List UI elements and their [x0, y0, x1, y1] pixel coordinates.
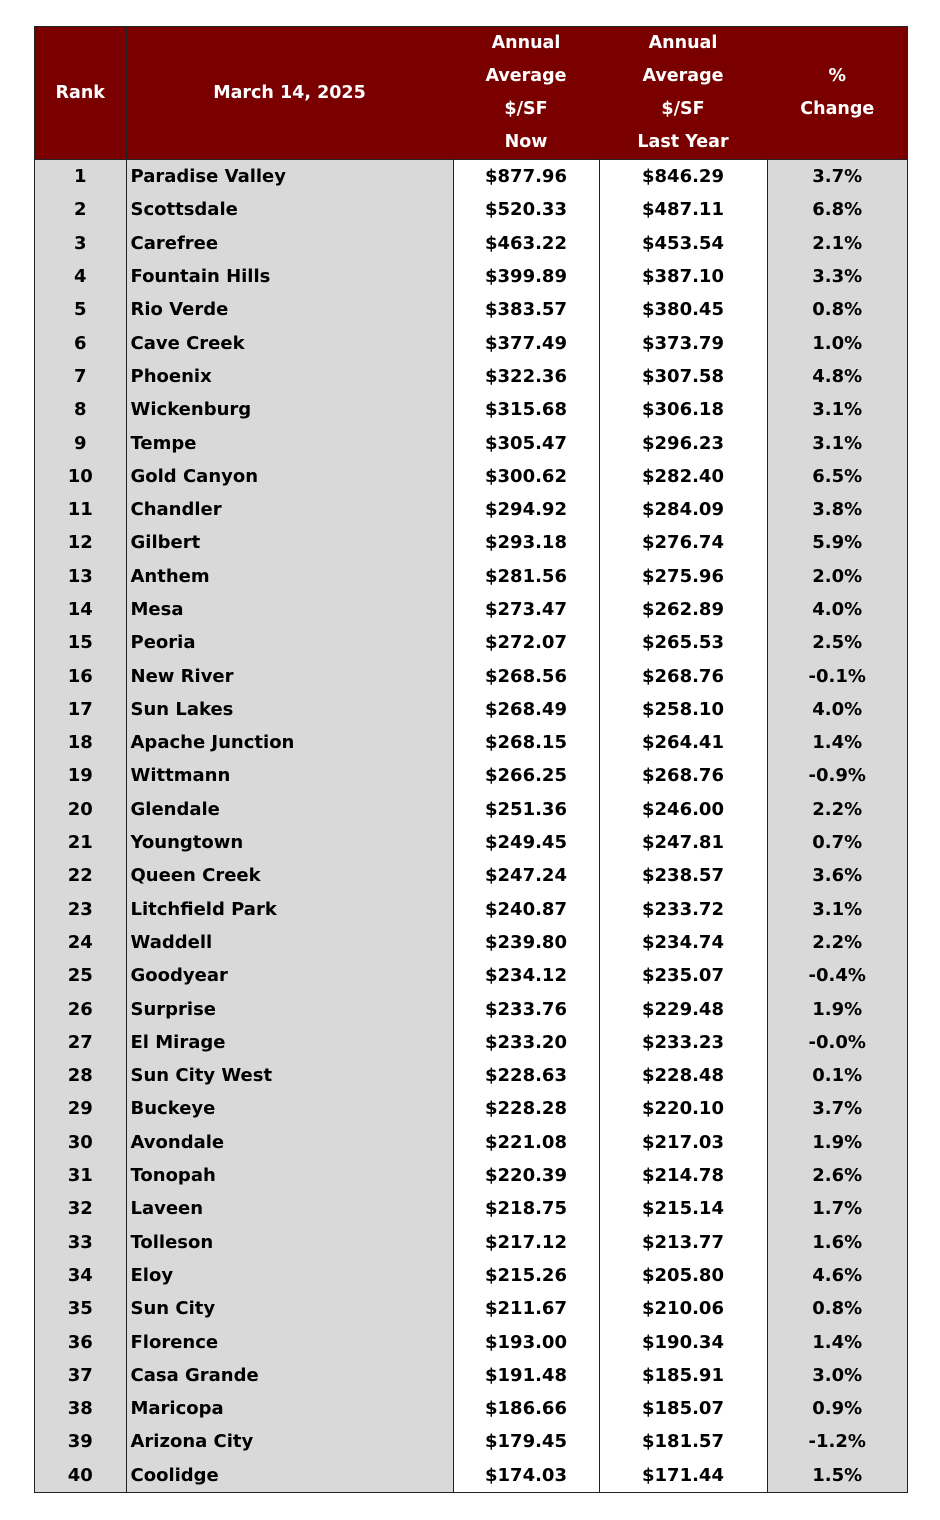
pct-change-cell: 3.7%: [767, 1092, 907, 1125]
table-row: [35, 360, 907, 393]
city-cell: Litchfield Park: [126, 893, 453, 926]
city-cell: Fountain Hills: [126, 260, 453, 293]
price-now-cell: $233.20: [453, 1026, 599, 1059]
city-cell: Sun Lakes: [126, 693, 453, 726]
price-last-year-cell: $268.76: [599, 659, 767, 692]
price-last-year-cell: $264.41: [599, 726, 767, 759]
price-last-year-cell: $217.03: [599, 1126, 767, 1159]
ranking-table: [35, 27, 907, 1492]
rank-cell: 37: [35, 1359, 126, 1392]
city-cell: Coolidge: [126, 1459, 453, 1492]
price-last-year-cell: $380.45: [599, 293, 767, 326]
city-cell: Buckeye: [126, 1092, 453, 1125]
table-row: [35, 726, 907, 759]
pct-change-cell: 4.8%: [767, 360, 907, 393]
rank-cell: 15: [35, 626, 126, 659]
rank-cell: 12: [35, 526, 126, 559]
price-last-year-cell: $246.00: [599, 793, 767, 826]
pct-change-cell: 6.5%: [767, 460, 907, 493]
price-now-cell: $228.63: [453, 1059, 599, 1092]
table-row: [35, 1292, 907, 1325]
price-last-year-cell: $284.09: [599, 493, 767, 526]
table-row: [35, 626, 907, 659]
table-row: [35, 926, 907, 959]
table-row: [35, 1392, 907, 1425]
table-row: [35, 560, 907, 593]
table-row: [35, 593, 907, 626]
table-row: [35, 1325, 907, 1358]
city-cell: Tempe: [126, 426, 453, 459]
city-cell: El Mirage: [126, 1026, 453, 1059]
price-last-year-cell: $307.58: [599, 360, 767, 393]
price-now-cell: $322.36: [453, 360, 599, 393]
table-row: [35, 1126, 907, 1159]
rank-cell: 22: [35, 859, 126, 892]
price-now-cell: $305.47: [453, 426, 599, 459]
table-row: [35, 326, 907, 359]
rank-cell: 34: [35, 1259, 126, 1292]
price-last-year-cell: $235.07: [599, 959, 767, 992]
pct-change-cell: 2.2%: [767, 926, 907, 959]
price-last-year-cell: $181.57: [599, 1425, 767, 1458]
rank-cell: 4: [35, 260, 126, 293]
city-cell: Sun City West: [126, 1059, 453, 1092]
pct-change-cell: -0.4%: [767, 959, 907, 992]
price-now-cell: $268.49: [453, 693, 599, 726]
table-row: [35, 959, 907, 992]
price-last-year-cell: $306.18: [599, 393, 767, 426]
rank-cell: 38: [35, 1392, 126, 1425]
table-row: [35, 1026, 907, 1059]
price-now-cell: $193.00: [453, 1325, 599, 1358]
pct-change-cell: 0.8%: [767, 293, 907, 326]
price-now-cell: $268.15: [453, 726, 599, 759]
price-now-cell: $300.62: [453, 460, 599, 493]
table-row: [35, 193, 907, 226]
price-now-cell: $281.56: [453, 560, 599, 593]
table-row: [35, 1159, 907, 1192]
city-cell: Wickenburg: [126, 393, 453, 426]
city-cell: Goodyear: [126, 959, 453, 992]
table-row: [35, 859, 907, 892]
price-last-year-cell: $220.10: [599, 1092, 767, 1125]
price-per-sf-table: [34, 26, 908, 1493]
price-now-cell: $251.36: [453, 793, 599, 826]
price-now-cell: $239.80: [453, 926, 599, 959]
table-row: [35, 1459, 907, 1492]
city-cell: Maricopa: [126, 1392, 453, 1425]
city-cell: Carefree: [126, 227, 453, 260]
pct-change-cell: 1.6%: [767, 1226, 907, 1259]
rank-cell: 30: [35, 1126, 126, 1159]
table-row: [35, 1192, 907, 1225]
price-now-cell: $268.56: [453, 659, 599, 692]
price-now-cell: $240.87: [453, 893, 599, 926]
pct-change-cell: 3.3%: [767, 260, 907, 293]
header-avg-now: Annual Average $/SF Now: [453, 27, 599, 160]
price-last-year-cell: $215.14: [599, 1192, 767, 1225]
price-last-year-cell: $258.10: [599, 693, 767, 726]
price-now-cell: $233.76: [453, 992, 599, 1025]
price-last-year-cell: $247.81: [599, 826, 767, 859]
rank-cell: 3: [35, 227, 126, 260]
table-row: [35, 426, 907, 459]
rank-cell: 8: [35, 393, 126, 426]
rank-cell: 32: [35, 1192, 126, 1225]
price-now-cell: $377.49: [453, 326, 599, 359]
price-last-year-cell: $205.80: [599, 1259, 767, 1292]
rank-cell: 23: [35, 893, 126, 926]
rank-cell: 33: [35, 1226, 126, 1259]
price-last-year-cell: $213.77: [599, 1226, 767, 1259]
pct-change-cell: 5.9%: [767, 526, 907, 559]
pct-change-cell: 2.6%: [767, 1159, 907, 1192]
price-now-cell: $294.92: [453, 493, 599, 526]
rank-cell: 17: [35, 693, 126, 726]
header-pct-change: % Change: [767, 27, 907, 160]
price-now-cell: $220.39: [453, 1159, 599, 1192]
pct-change-cell: 4.0%: [767, 593, 907, 626]
table-row: [35, 1259, 907, 1292]
table-row: [35, 160, 907, 194]
price-now-cell: $273.47: [453, 593, 599, 626]
city-cell: Surprise: [126, 992, 453, 1025]
pct-change-cell: 3.6%: [767, 859, 907, 892]
price-now-cell: $211.67: [453, 1292, 599, 1325]
city-cell: Gold Canyon: [126, 460, 453, 493]
price-last-year-cell: $238.57: [599, 859, 767, 892]
pct-change-cell: 1.0%: [767, 326, 907, 359]
pct-change-cell: 2.2%: [767, 793, 907, 826]
pct-change-cell: 2.0%: [767, 560, 907, 593]
rank-cell: 10: [35, 460, 126, 493]
pct-change-cell: 3.8%: [767, 493, 907, 526]
price-last-year-cell: $282.40: [599, 460, 767, 493]
rank-cell: 6: [35, 326, 126, 359]
rank-cell: 16: [35, 659, 126, 692]
city-cell: Tonopah: [126, 1159, 453, 1192]
rank-cell: 2: [35, 193, 126, 226]
table-row: [35, 693, 907, 726]
price-last-year-cell: $190.34: [599, 1325, 767, 1358]
pct-change-cell: 6.8%: [767, 193, 907, 226]
price-now-cell: $217.12: [453, 1226, 599, 1259]
table-row: [35, 1059, 907, 1092]
price-now-cell: $215.26: [453, 1259, 599, 1292]
header-date: March 14, 2025: [126, 27, 453, 160]
table-row: [35, 260, 907, 293]
city-cell: Chandler: [126, 493, 453, 526]
city-cell: Scottsdale: [126, 193, 453, 226]
pct-change-cell: 1.9%: [767, 1126, 907, 1159]
city-cell: Youngtown: [126, 826, 453, 859]
price-last-year-cell: $387.10: [599, 260, 767, 293]
pct-change-cell: -1.2%: [767, 1425, 907, 1458]
rank-cell: 20: [35, 793, 126, 826]
price-last-year-cell: $373.79: [599, 326, 767, 359]
rank-cell: 7: [35, 360, 126, 393]
rank-cell: 25: [35, 959, 126, 992]
rank-cell: 28: [35, 1059, 126, 1092]
rank-cell: 29: [35, 1092, 126, 1125]
pct-change-cell: 1.7%: [767, 1192, 907, 1225]
rank-cell: 5: [35, 293, 126, 326]
price-now-cell: $247.24: [453, 859, 599, 892]
price-last-year-cell: $185.07: [599, 1392, 767, 1425]
rank-cell: 13: [35, 560, 126, 593]
table-row: [35, 1425, 907, 1458]
price-now-cell: $266.25: [453, 759, 599, 792]
rank-cell: 35: [35, 1292, 126, 1325]
city-cell: Mesa: [126, 593, 453, 626]
city-cell: Gilbert: [126, 526, 453, 559]
price-now-cell: $191.48: [453, 1359, 599, 1392]
price-now-cell: $218.75: [453, 1192, 599, 1225]
city-cell: Avondale: [126, 1126, 453, 1159]
rank-cell: 14: [35, 593, 126, 626]
price-last-year-cell: $487.11: [599, 193, 767, 226]
header-rank: Rank: [35, 27, 126, 160]
price-last-year-cell: $228.48: [599, 1059, 767, 1092]
city-cell: Paradise Valley: [126, 160, 453, 194]
city-cell: Anthem: [126, 560, 453, 593]
price-last-year-cell: $276.74: [599, 526, 767, 559]
city-cell: Tolleson: [126, 1226, 453, 1259]
city-cell: Florence: [126, 1325, 453, 1358]
city-cell: Laveen: [126, 1192, 453, 1225]
rank-cell: 26: [35, 992, 126, 1025]
table-row: [35, 493, 907, 526]
rank-cell: 9: [35, 426, 126, 459]
pct-change-cell: 4.0%: [767, 693, 907, 726]
city-cell: Cave Creek: [126, 326, 453, 359]
price-last-year-cell: $453.54: [599, 227, 767, 260]
pct-change-cell: -0.1%: [767, 659, 907, 692]
price-now-cell: $520.33: [453, 193, 599, 226]
price-last-year-cell: $234.74: [599, 926, 767, 959]
rank-cell: 27: [35, 1026, 126, 1059]
city-cell: Apache Junction: [126, 726, 453, 759]
price-now-cell: $221.08: [453, 1126, 599, 1159]
price-last-year-cell: $846.29: [599, 160, 767, 194]
price-now-cell: $228.28: [453, 1092, 599, 1125]
price-now-cell: $463.22: [453, 227, 599, 260]
city-cell: Sun City: [126, 1292, 453, 1325]
pct-change-cell: 3.0%: [767, 1359, 907, 1392]
pct-change-cell: 3.1%: [767, 426, 907, 459]
price-now-cell: $383.57: [453, 293, 599, 326]
price-last-year-cell: $229.48: [599, 992, 767, 1025]
pct-change-cell: 1.5%: [767, 1459, 907, 1492]
table-row: [35, 992, 907, 1025]
rank-cell: 19: [35, 759, 126, 792]
rank-cell: 11: [35, 493, 126, 526]
pct-change-cell: -0.0%: [767, 1026, 907, 1059]
price-now-cell: $186.66: [453, 1392, 599, 1425]
table-header: [35, 27, 907, 160]
city-cell: Rio Verde: [126, 293, 453, 326]
price-last-year-cell: $233.72: [599, 893, 767, 926]
rank-cell: 24: [35, 926, 126, 959]
rank-cell: 39: [35, 1425, 126, 1458]
price-last-year-cell: $171.44: [599, 1459, 767, 1492]
city-cell: Wittmann: [126, 759, 453, 792]
price-now-cell: $174.03: [453, 1459, 599, 1492]
city-cell: Waddell: [126, 926, 453, 959]
pct-change-cell: 3.7%: [767, 160, 907, 194]
price-now-cell: $877.96: [453, 160, 599, 194]
city-cell: Arizona City: [126, 1425, 453, 1458]
pct-change-cell: 1.4%: [767, 1325, 907, 1358]
price-now-cell: $234.12: [453, 959, 599, 992]
price-now-cell: $179.45: [453, 1425, 599, 1458]
rank-cell: 40: [35, 1459, 126, 1492]
price-last-year-cell: $265.53: [599, 626, 767, 659]
price-last-year-cell: $275.96: [599, 560, 767, 593]
pct-change-cell: 0.8%: [767, 1292, 907, 1325]
price-now-cell: $293.18: [453, 526, 599, 559]
city-cell: Peoria: [126, 626, 453, 659]
table-row: [35, 759, 907, 792]
city-cell: Phoenix: [126, 360, 453, 393]
price-now-cell: $272.07: [453, 626, 599, 659]
pct-change-cell: -0.9%: [767, 759, 907, 792]
price-last-year-cell: $214.78: [599, 1159, 767, 1192]
price-last-year-cell: $210.06: [599, 1292, 767, 1325]
rank-cell: 31: [35, 1159, 126, 1192]
price-last-year-cell: $185.91: [599, 1359, 767, 1392]
pct-change-cell: 0.1%: [767, 1059, 907, 1092]
table-row: [35, 526, 907, 559]
pct-change-cell: 1.9%: [767, 992, 907, 1025]
table-row: [35, 893, 907, 926]
price-last-year-cell: $233.23: [599, 1026, 767, 1059]
pct-change-cell: 3.1%: [767, 893, 907, 926]
city-cell: Glendale: [126, 793, 453, 826]
table-row: [35, 393, 907, 426]
table-row: [35, 1092, 907, 1125]
table-body: [35, 160, 907, 1492]
table-row: [35, 793, 907, 826]
city-cell: New River: [126, 659, 453, 692]
table-row: [35, 293, 907, 326]
price-last-year-cell: $296.23: [599, 426, 767, 459]
price-last-year-cell: $262.89: [599, 593, 767, 626]
table-row: [35, 826, 907, 859]
rank-cell: 21: [35, 826, 126, 859]
price-now-cell: $315.68: [453, 393, 599, 426]
price-now-cell: $249.45: [453, 826, 599, 859]
table-row: [35, 659, 907, 692]
pct-change-cell: 4.6%: [767, 1259, 907, 1292]
pct-change-cell: 2.5%: [767, 626, 907, 659]
table-row: [35, 460, 907, 493]
pct-change-cell: 0.7%: [767, 826, 907, 859]
pct-change-cell: 2.1%: [767, 227, 907, 260]
header-avg-last-year: Annual Average $/SF Last Year: [599, 27, 767, 160]
pct-change-cell: 1.4%: [767, 726, 907, 759]
table-row: [35, 227, 907, 260]
pct-change-cell: 0.9%: [767, 1392, 907, 1425]
pct-change-cell: 3.1%: [767, 393, 907, 426]
rank-cell: 36: [35, 1325, 126, 1358]
city-cell: Queen Creek: [126, 859, 453, 892]
rank-cell: 18: [35, 726, 126, 759]
table-row: [35, 1226, 907, 1259]
table-row: [35, 1359, 907, 1392]
price-last-year-cell: $268.76: [599, 759, 767, 792]
city-cell: Casa Grande: [126, 1359, 453, 1392]
price-now-cell: $399.89: [453, 260, 599, 293]
city-cell: Eloy: [126, 1259, 453, 1292]
rank-cell: 1: [35, 160, 126, 194]
